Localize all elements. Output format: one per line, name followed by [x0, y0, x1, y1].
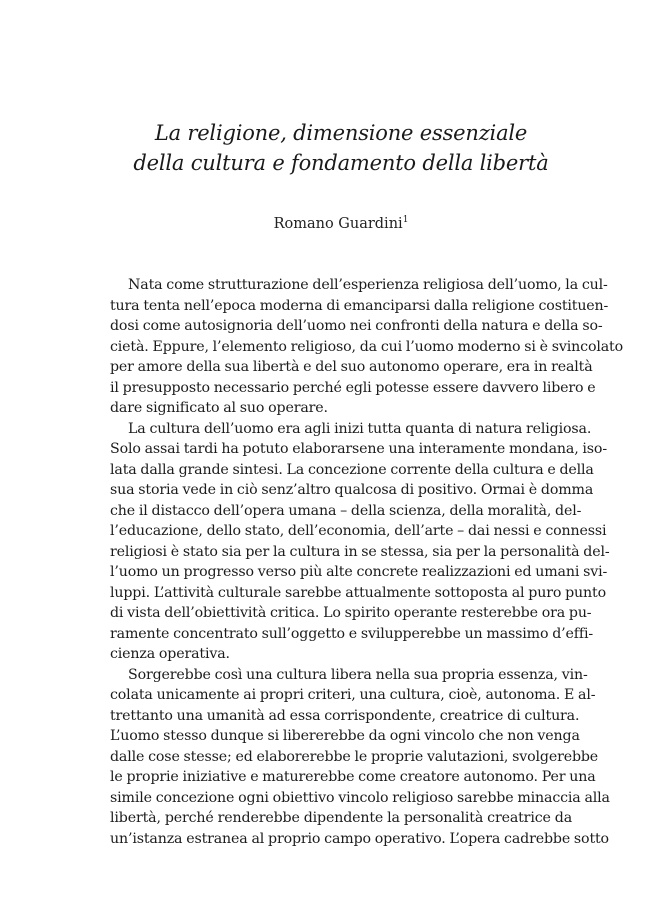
text-line: il presupposto necessario perché egli potesse essere davvero libero e: [110, 379, 596, 396]
text-line: tura tenta nell’epoca moderna di emanciparsi dalla religione costituen-: [110, 297, 609, 314]
text-line: sua storia vede in ciò senz’altro qualcosa di positivo. Ormai è domma: [110, 482, 594, 498]
text-line: che il distacco dell’opera umana – della scienza, della moralità, del-: [110, 502, 582, 519]
text-line: ramente concentrato sull’oggetto e svilupperebbe un massimo d’effi-: [110, 625, 593, 642]
text-line: dare significato al suo operare.: [110, 400, 328, 416]
text-line: religiosi è stato sia per la cultura in se stessa, sia per la personalità del-: [110, 543, 610, 560]
document-page: [110, 118, 572, 233]
text-line: libertà, perché renderebbe dipendente la personalità creatrice da: [110, 810, 572, 826]
text-line: dosi come autosignoria dell’uomo nei confronti della natura e della so-: [110, 318, 603, 334]
paragraph: [110, 275, 623, 419]
text-line: per amore della sua libertà e del suo autonomo operare, era in realtà: [110, 359, 593, 375]
text-line: l’uomo un progresso verso più alte concrete realizzazioni ed umani svi-: [110, 564, 608, 580]
chapter-title-line-1: La religione, dimensione essenziale: [154, 121, 528, 145]
text-line: colata unicamente ai propri criteri, una cultura, cioè, autonoma. E al-: [110, 687, 596, 703]
text-line: Nata come strutturazione dell’esperienza religiosa dell’uomo, la cul-: [128, 277, 608, 293]
text-line: simile concezione ogni obiettivo vincolo religioso sarebbe minaccia alla: [110, 789, 610, 806]
text-line: trettanto una umanità ad essa corrispondente, creatrice di cultura.: [110, 707, 580, 724]
text-line: lata dalla grande sintesi. La concezione corrente della cultura e della: [110, 461, 594, 478]
text-line: cienza operativa.: [110, 646, 230, 662]
chapter-title-line-2: della cultura e fondamento della libertà: [133, 151, 549, 175]
footnote-marker: 1: [402, 215, 409, 226]
author-name: Romano Guardini: [273, 216, 403, 232]
text-line: cietà. Eppure, l’elemento religioso, da cui l’uomo moderno si è svincolato: [110, 338, 623, 355]
chapter-title: [110, 118, 572, 178]
text-line: dalle cose stesse; ed elaborerebbe le proprie valutazioni, svolgerebbe: [110, 748, 599, 765]
text-line: le proprie iniziative e maturerebbe come creatore autonomo. Per una: [110, 769, 596, 785]
author-byline: [110, 215, 572, 233]
text-line: luppi. L’attività culturale sarebbe attualmente sottoposta al puro punto: [110, 584, 606, 601]
text-line: Solo assai tardi ha potuto elaborarsene una interamente mondana, iso-: [110, 441, 607, 457]
body-text: [110, 275, 623, 849]
paragraph: [110, 419, 610, 665]
paragraph: [110, 665, 610, 850]
text-line: l’educazione, dello stato, dell’economia, dell’arte – dai nessi e connessi: [110, 523, 607, 539]
text-line: di vista dell’obiettività critica. Lo spirito operante resterebbe ora pu-: [110, 605, 592, 621]
text-line: un’istanza estranea al proprio campo operativo. L’opera cadrebbe sotto: [110, 830, 609, 847]
text-line: La cultura dell’uomo era agli inizi tutta quanta di natura religiosa.: [128, 420, 592, 437]
text-line: Sorgerebbe così una cultura libera nella sua propria essenza, vin-: [128, 666, 588, 683]
text-line: L’uomo stesso dunque si libererebbe da ogni vincolo che non venga: [110, 728, 580, 744]
